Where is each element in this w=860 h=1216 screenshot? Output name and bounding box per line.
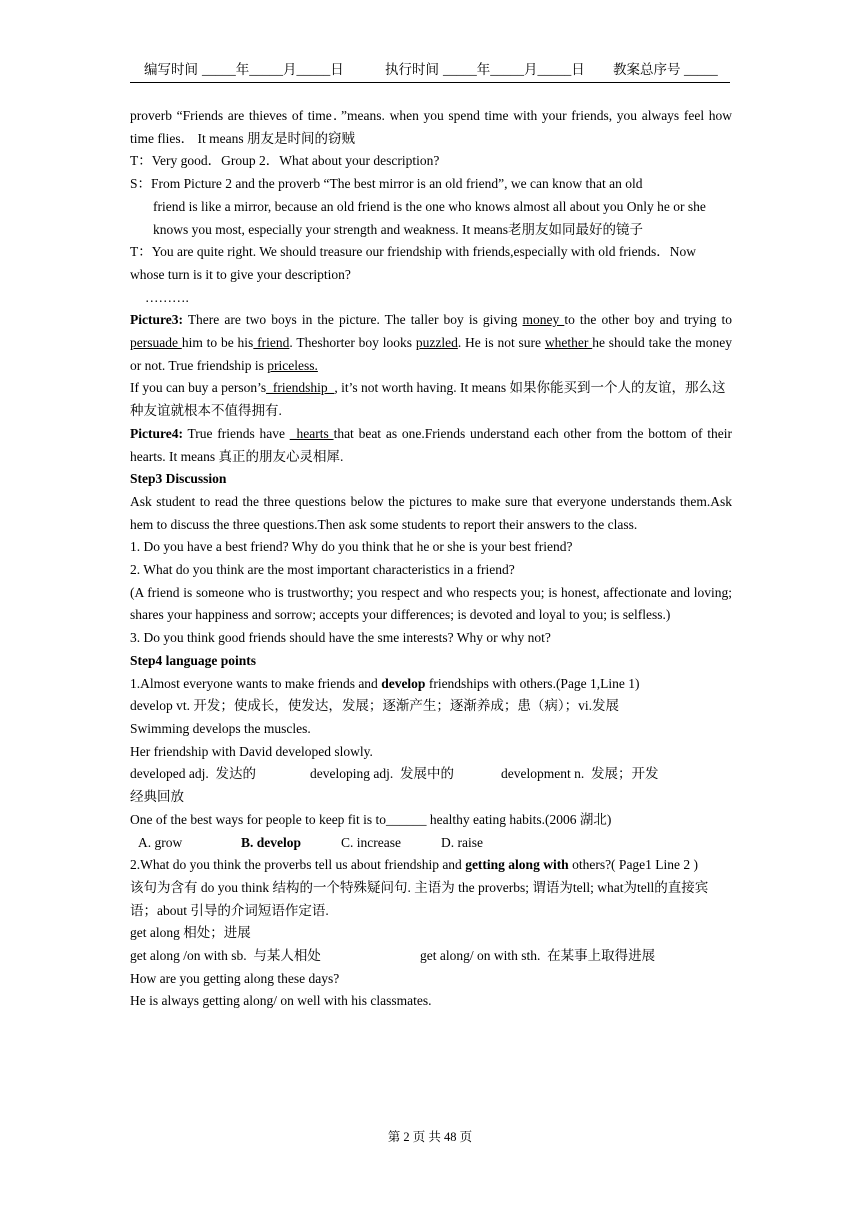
write-time-blank: _____年_____月_____日: [202, 62, 344, 77]
write-time-label: 编写时间: [144, 62, 198, 77]
question-2: 2. What do you think are the most important characteristics in a friend?: [130, 562, 515, 578]
serial-label: 教案总序号: [613, 62, 681, 77]
text: There are two boys in the picture. The taller boy is giving: [182, 312, 523, 328]
question-2-answer: (A friend is someone who is trustworthy; you respect and who respects you; is honest, affectionate and loving; shares your happiness and sorrow; accepts your differences; is devoted and loyal to you; is selfless.): [130, 584, 732, 623]
text: that beat as one.Friends understand each other from the bottom of their hearts. It means 真正的朋友心灵相犀.: [130, 425, 733, 464]
document-body: [130, 105, 732, 1013]
keyword: getting along with: [465, 857, 569, 873]
text: he should take the money or not. True friendship is: [130, 335, 733, 373]
example-sentence: Swimming develops the muscles.: [130, 720, 311, 736]
paragraph-proverb: proverb “Friends are thieves of time．”means. when you spend time with your friends, you always feel how time flies． It means 朋友是时间的窃贼: [130, 108, 732, 146]
blank-answer: friend: [253, 335, 290, 351]
blank-answer: _hearts: [289, 425, 334, 441]
student-line-cont: friend is like a mirror, because an old friend is the one who knows almost all about you Only he or she knows you most, especially your strength and weakness. It means老朋友如同最好的镜子: [153, 198, 706, 237]
classic-review-label: 经典回放: [130, 789, 184, 805]
text: . Theshorter boy looks: [289, 335, 416, 351]
blank-answer: money: [522, 312, 565, 328]
ellipsis: ……….: [145, 289, 189, 305]
question-1: 1. Do you have a best friend? Why do you think that he or she is your best friend?: [130, 539, 573, 555]
exec-time-label: 执行时间: [385, 62, 439, 77]
picture3-paragraph: [130, 309, 732, 377]
text: 2.What do you think the proverbs tell us about friendship and: [130, 857, 466, 873]
exec-time-blank: _____年_____月_____日: [443, 62, 585, 77]
grammar-note: 该句为含有 do you think 结构的一个特殊疑问句. 主语为 the proverbs; 谓语为tell; what为tell的直接宾语；about 引导的介词短语作定语.: [130, 879, 709, 918]
text: him to be his: [181, 335, 254, 351]
text: 1.Almost everyone wants to make friends and: [130, 675, 382, 691]
example-sentence: He is always getting along/ on well with his classmates.: [130, 993, 432, 1009]
option: C. increase: [341, 834, 401, 850]
blank-answer: _friendship_: [266, 380, 335, 396]
word-form: developing adj. 发展中的: [310, 766, 454, 782]
question-3: 3. Do you think good friends should have the sme interests? Why or why not?: [130, 630, 551, 646]
page-header: [130, 60, 730, 83]
option-correct: B. develop: [241, 834, 302, 850]
blank-answer: puzzled: [415, 335, 458, 351]
text: . He is not sure: [457, 335, 545, 351]
student-line: S：From Picture 2 and the proverb “The best mirror is an old friend”, we can know that an old: [130, 176, 643, 192]
phrase: get along /on with sb. 与某人相处: [130, 948, 321, 964]
get-along-definition: get along 相处；进展: [130, 925, 251, 941]
option: D. raise: [441, 834, 483, 850]
picture4-paragraph: [130, 423, 732, 468]
step3-paragraph: Ask student to read the three questions below the pictures to make sure that everyone understands them.Ask hem to discuss the three questions.Then ask some students to report their answers to the class.: [130, 493, 732, 532]
language-point-2: [130, 854, 732, 877]
picture3-label: Picture3:: [130, 312, 183, 328]
teacher-line-1: T：Very good．Group 2．What about your description?: [130, 153, 440, 169]
text: True friends have: [182, 425, 290, 441]
word-form: developed adj. 发达的: [130, 766, 256, 782]
blank-answer: persuade: [130, 335, 182, 351]
text: others?( Page1 Line 2 ): [568, 857, 699, 873]
text: If you can buy a person’s: [130, 380, 267, 396]
example-sentence: How are you getting along these days?: [130, 970, 340, 986]
keyword: develop: [381, 675, 426, 691]
teacher-line-2: T：You are quite right. We should treasure our friendship with friends,especially with old friends．Now whose turn is it to give your description?: [130, 244, 697, 282]
word-form: development n. 发展；开发: [501, 766, 659, 782]
answer-options: [130, 832, 732, 855]
blank-answer: priceless.: [267, 357, 318, 373]
picture3-paragraph-2: [130, 377, 732, 422]
get-along-forms: [130, 945, 732, 968]
step4-heading: [130, 650, 732, 673]
language-point-1: [130, 673, 732, 696]
blank-answer: whether: [544, 335, 593, 351]
text: to the other boy and trying to: [564, 312, 732, 328]
step3-heading: [130, 468, 732, 491]
develop-definition: develop vt. 开发；使成长，使发达，发展；逐渐产生；逐渐养成；患（病）；vi.发展: [130, 698, 619, 714]
option: A. grow: [138, 834, 183, 850]
example-sentence: Her friendship with David developed slowly.: [130, 743, 373, 759]
text: , it’s not worth having. It means 如果你能买到一个人的友谊，那么这种友谊就根本不值得拥有.: [130, 380, 726, 419]
serial-blank: _____: [684, 62, 718, 77]
heading-text: Step3 Discussion: [130, 471, 227, 487]
word-forms: [130, 763, 732, 786]
picture4-label: Picture4:: [130, 425, 183, 441]
heading-text: Step4 language points: [130, 652, 257, 668]
phrase: get along/ on with sth. 在某事上取得进展: [420, 948, 656, 964]
text: friendships with others.(Page 1,Line 1): [425, 675, 640, 691]
page-footer: 第 2 页 共 48 页: [387, 1130, 473, 1144]
exam-question: One of the best ways for people to keep fit is to______ healthy eating habits.(2006 湖北): [130, 811, 612, 827]
